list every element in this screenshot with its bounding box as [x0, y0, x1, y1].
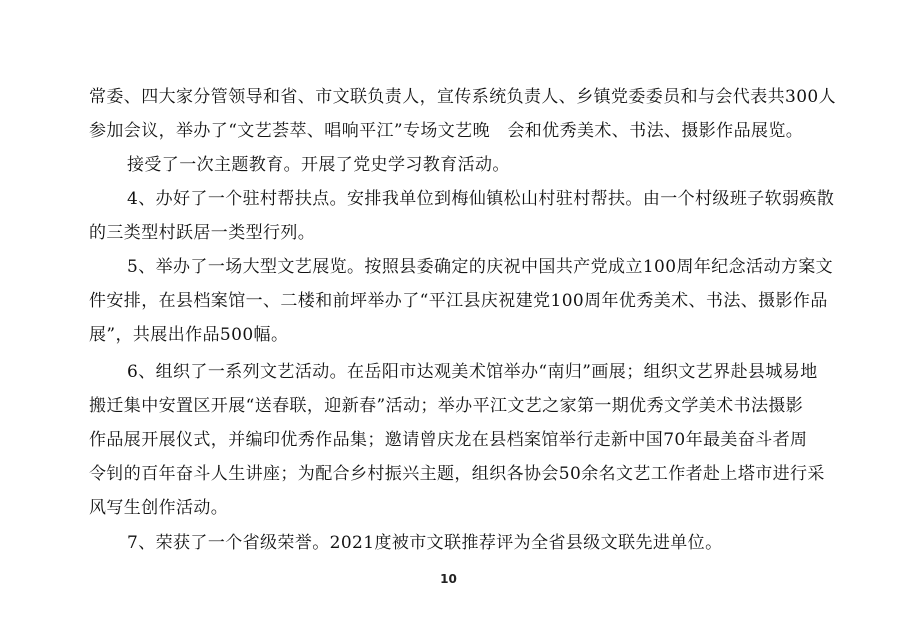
text-line-12: 令钊的百年奋斗人生讲座；为配合乡村振兴主题，组织各协会50余名文艺工作者赴上塔市进行采 — [89, 464, 825, 484]
text-line-7: 件安排，在县档案馆一、二楼和前坪举办了“平江县庆祝建党100周年优秀美术、书法、摄影作品 — [89, 291, 828, 311]
text-line-4: 4、办好了一个驻村帮扶点。安排我单位到梅仙镇松山村驻村帮扶。由一个村级班子软弱痪散 — [127, 189, 835, 209]
page-number: 10 — [440, 572, 457, 586]
text-line-1: 常委、四大家分管领导和省、市文联负责人，宣传系统负责人、乡镇党委委员和与会代表共300人 — [89, 87, 837, 107]
text-line-14: 7、荣获了一个省级荣誉。2021度被市文联推荐评为全省县级文联先进单位。 — [127, 533, 723, 553]
text-line-11: 作品展开展仪式，并编印优秀作品集；邀请曾庆龙在县档案馆举行走新中国70年最美奋斗者周 — [89, 430, 808, 450]
text-line-8: 展”，共展出作品500幅。 — [89, 325, 289, 345]
text-line-3: 接受了一次主题教育。开展了党史学习教育活动。 — [127, 155, 510, 175]
text-line-10: 搬迁集中安置区开展“送春联，迎新春”活动；举办平江文艺之家第一期优秀文学美术书法摄影 — [89, 396, 804, 416]
text-line-13: 风写生创作活动。 — [89, 498, 229, 518]
text-line-6: 5、举办了一场大型文艺展览。按照县委确定的庆祝中国共产党成立100周年纪念活动方案文 — [127, 257, 834, 277]
text-line-9: 6、组织了一系列文艺活动。在岳阳市达观美术馆举办“南归”画展；组织文艺界赴县城易地 — [127, 362, 818, 382]
text-line-2: 参加会议，举办了“文艺荟萃、唱响平江”专场文艺晚 会和优秀美术、书法、摄影作品展览。 — [89, 121, 804, 141]
text-line-5: 的三类型村跃居一类型行列。 — [89, 223, 316, 243]
